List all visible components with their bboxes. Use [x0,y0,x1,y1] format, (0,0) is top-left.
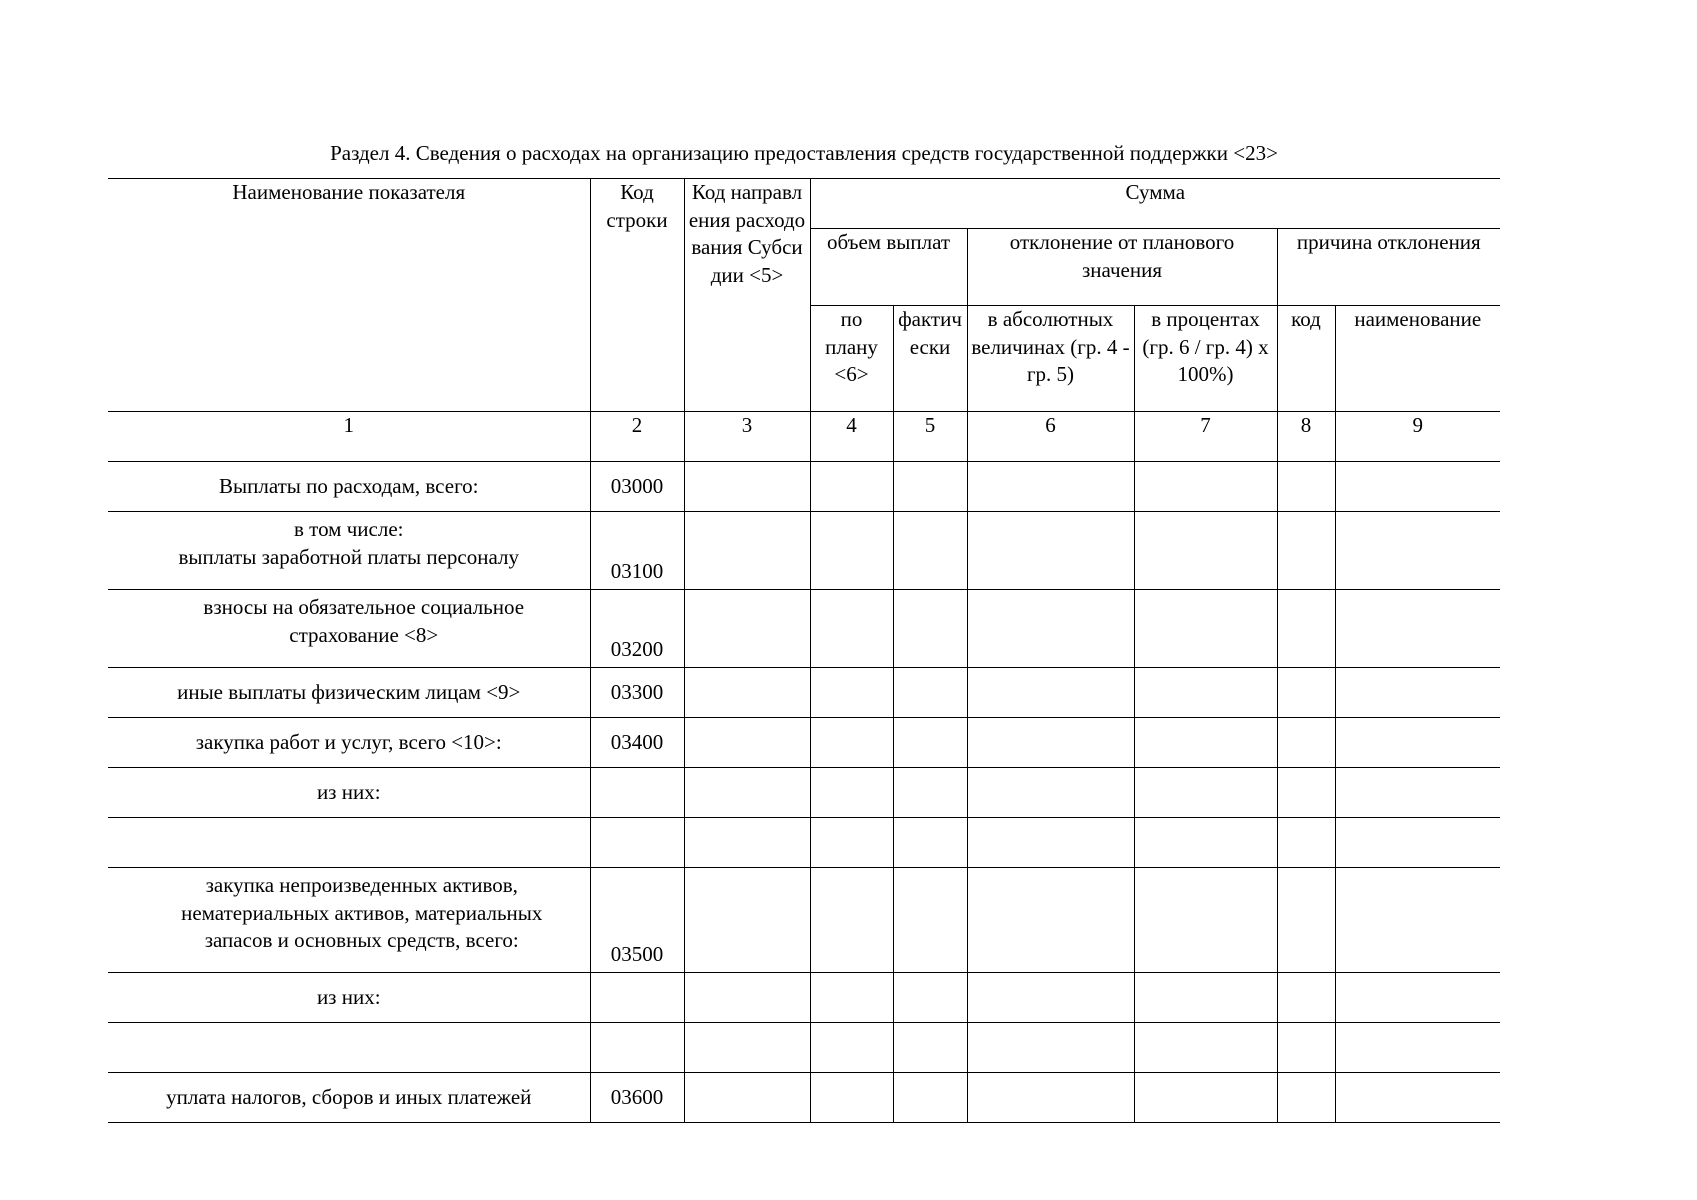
empty-cell[interactable] [967,1073,1134,1123]
empty-cell[interactable] [967,718,1134,768]
table-row [108,718,1500,768]
empty-cell[interactable] [1134,973,1277,1023]
expenses-table [108,178,1500,1123]
empty-cell[interactable] [684,973,810,1023]
empty-cell[interactable] [1335,718,1500,768]
empty-cell[interactable] [893,462,967,512]
table-row [108,512,1500,590]
column-number: 9 [1335,412,1500,462]
empty-cell[interactable] [1277,973,1335,1023]
column-number: 4 [810,412,893,462]
row-code [590,818,684,868]
empty-cell[interactable] [967,973,1134,1023]
empty-cell[interactable] [1277,1023,1335,1073]
table-row [108,973,1500,1023]
empty-cell[interactable] [1277,462,1335,512]
empty-cell[interactable] [893,868,967,973]
header-deviation: отклонение от планового значения [967,229,1277,306]
section-title: Раздел 4. Сведения о расходах на организацию предоставления средств государственной поддержки <23> [330,141,1278,165]
header-indicator-name: Наименование показателя [108,179,590,412]
empty-cell[interactable] [810,590,893,668]
empty-cell[interactable] [810,718,893,768]
row-code [590,768,684,818]
column-number-row [108,412,1500,462]
row-name: уплата налогов, сборов и иных платежей [108,1073,590,1123]
table-row [108,1023,1500,1073]
empty-cell[interactable] [893,590,967,668]
empty-cell[interactable] [684,768,810,818]
header-actual: фактически [893,306,967,412]
table-row [108,462,1500,512]
header-row-code: Код строки [590,179,684,412]
header-absolute: в абсолютных величинах (гр. 4 - гр. 5) [967,306,1134,412]
empty-cell[interactable] [893,768,967,818]
empty-cell[interactable] [684,818,810,868]
header-by-plan: по плану <6> [810,306,893,412]
column-number: 1 [108,412,590,462]
empty-cell[interactable] [1277,768,1335,818]
empty-cell[interactable] [684,512,810,590]
empty-cell[interactable] [1134,868,1277,973]
empty-cell[interactable] [1134,768,1277,818]
empty-cell[interactable] [684,462,810,512]
column-number: 7 [1134,412,1277,462]
table-row [108,668,1500,718]
row-name: из них: [108,768,590,818]
header-sum: Сумма [810,179,1500,229]
row-name [108,818,590,868]
empty-cell[interactable] [893,718,967,768]
empty-cell[interactable] [967,868,1134,973]
empty-cell[interactable] [1335,1073,1500,1123]
empty-cell[interactable] [893,512,967,590]
header-reason-name: наименование [1335,306,1500,412]
empty-cell[interactable] [684,718,810,768]
empty-cell[interactable] [893,1023,967,1073]
empty-cell[interactable] [1335,462,1500,512]
empty-cell[interactable] [810,768,893,818]
empty-cell[interactable] [1134,512,1277,590]
row-code [590,1023,684,1073]
empty-cell[interactable] [893,668,967,718]
empty-cell[interactable] [1134,1023,1277,1073]
empty-cell[interactable] [684,590,810,668]
row-name: взносы на обязательное социальное страхование <8> [108,590,590,668]
empty-cell[interactable] [967,512,1134,590]
header-code: код [1277,306,1335,412]
empty-cell[interactable] [1134,590,1277,668]
empty-cell[interactable] [1277,818,1335,868]
empty-cell[interactable] [893,973,967,1023]
empty-cell[interactable] [1134,1073,1277,1123]
empty-cell[interactable] [1335,590,1500,668]
row-name: из них: [108,973,590,1023]
empty-cell[interactable] [810,818,893,868]
empty-cell[interactable] [967,590,1134,668]
empty-cell[interactable] [967,668,1134,718]
header-percent: в процентах (гр. 6 / гр. 4) x 100%) [1134,306,1277,412]
empty-cell[interactable] [1277,512,1335,590]
empty-cell[interactable] [1335,818,1500,868]
empty-cell[interactable] [1277,590,1335,668]
empty-cell[interactable] [684,1073,810,1123]
table-row [108,1073,1500,1123]
table-row [108,818,1500,868]
row-name: иные выплаты физическим лицам <9> [108,668,590,718]
empty-cell[interactable] [684,868,810,973]
row-code: 03200 [590,590,684,668]
empty-cell[interactable] [1134,668,1277,718]
empty-cell[interactable] [967,818,1134,868]
row-code: 03400 [590,718,684,768]
empty-cell[interactable] [1277,868,1335,973]
empty-cell[interactable] [1335,973,1500,1023]
empty-cell[interactable] [1335,868,1500,973]
empty-cell[interactable] [1134,462,1277,512]
column-number: 2 [590,412,684,462]
empty-cell[interactable] [810,462,893,512]
empty-cell[interactable] [1277,1073,1335,1123]
table-row [108,590,1500,668]
empty-cell[interactable] [967,1023,1134,1073]
empty-cell[interactable] [1335,768,1500,818]
empty-cell[interactable] [1335,668,1500,718]
empty-cell[interactable] [1277,668,1335,718]
row-name: закупка непроизведенных активов, нематериальных активов, материальных запасов и основных средств, всего: [108,868,590,973]
empty-cell[interactable] [684,668,810,718]
row-code: 03100 [590,512,684,590]
empty-cell[interactable] [810,1023,893,1073]
header-row-1 [108,179,1500,229]
row-code: 03500 [590,868,684,973]
header-volume: объем выплат [810,229,967,306]
empty-cell[interactable] [893,1073,967,1123]
table-row [108,768,1500,818]
row-name: в том числе: выплаты заработной платы персоналу [108,512,590,590]
empty-cell[interactable] [1277,718,1335,768]
empty-cell[interactable] [1335,1023,1500,1073]
table-row [108,868,1500,973]
row-code: 03000 [590,462,684,512]
empty-cell[interactable] [810,868,893,973]
header-reason: причина отклонения [1277,229,1500,306]
column-number: 3 [684,412,810,462]
row-code: 03300 [590,668,684,718]
column-number: 6 [967,412,1134,462]
empty-cell[interactable] [967,462,1134,512]
header-direction-code: Код направления расходования Субсидии <5> [684,179,810,412]
row-name: Выплаты по расходам, всего: [108,462,590,512]
empty-cell[interactable] [810,973,893,1023]
empty-cell[interactable] [810,1073,893,1123]
column-number: 8 [1277,412,1335,462]
empty-cell[interactable] [684,1023,810,1073]
row-name: закупка работ и услуг, всего <10>: [108,718,590,768]
empty-cell[interactable] [967,768,1134,818]
empty-cell[interactable] [1134,718,1277,768]
row-code [590,973,684,1023]
empty-cell[interactable] [810,512,893,590]
row-code: 03600 [590,1073,684,1123]
empty-cell[interactable] [893,818,967,868]
empty-cell[interactable] [1134,818,1277,868]
empty-cell[interactable] [810,668,893,718]
empty-cell[interactable] [1335,512,1500,590]
column-number: 5 [893,412,967,462]
row-name [108,1023,590,1073]
